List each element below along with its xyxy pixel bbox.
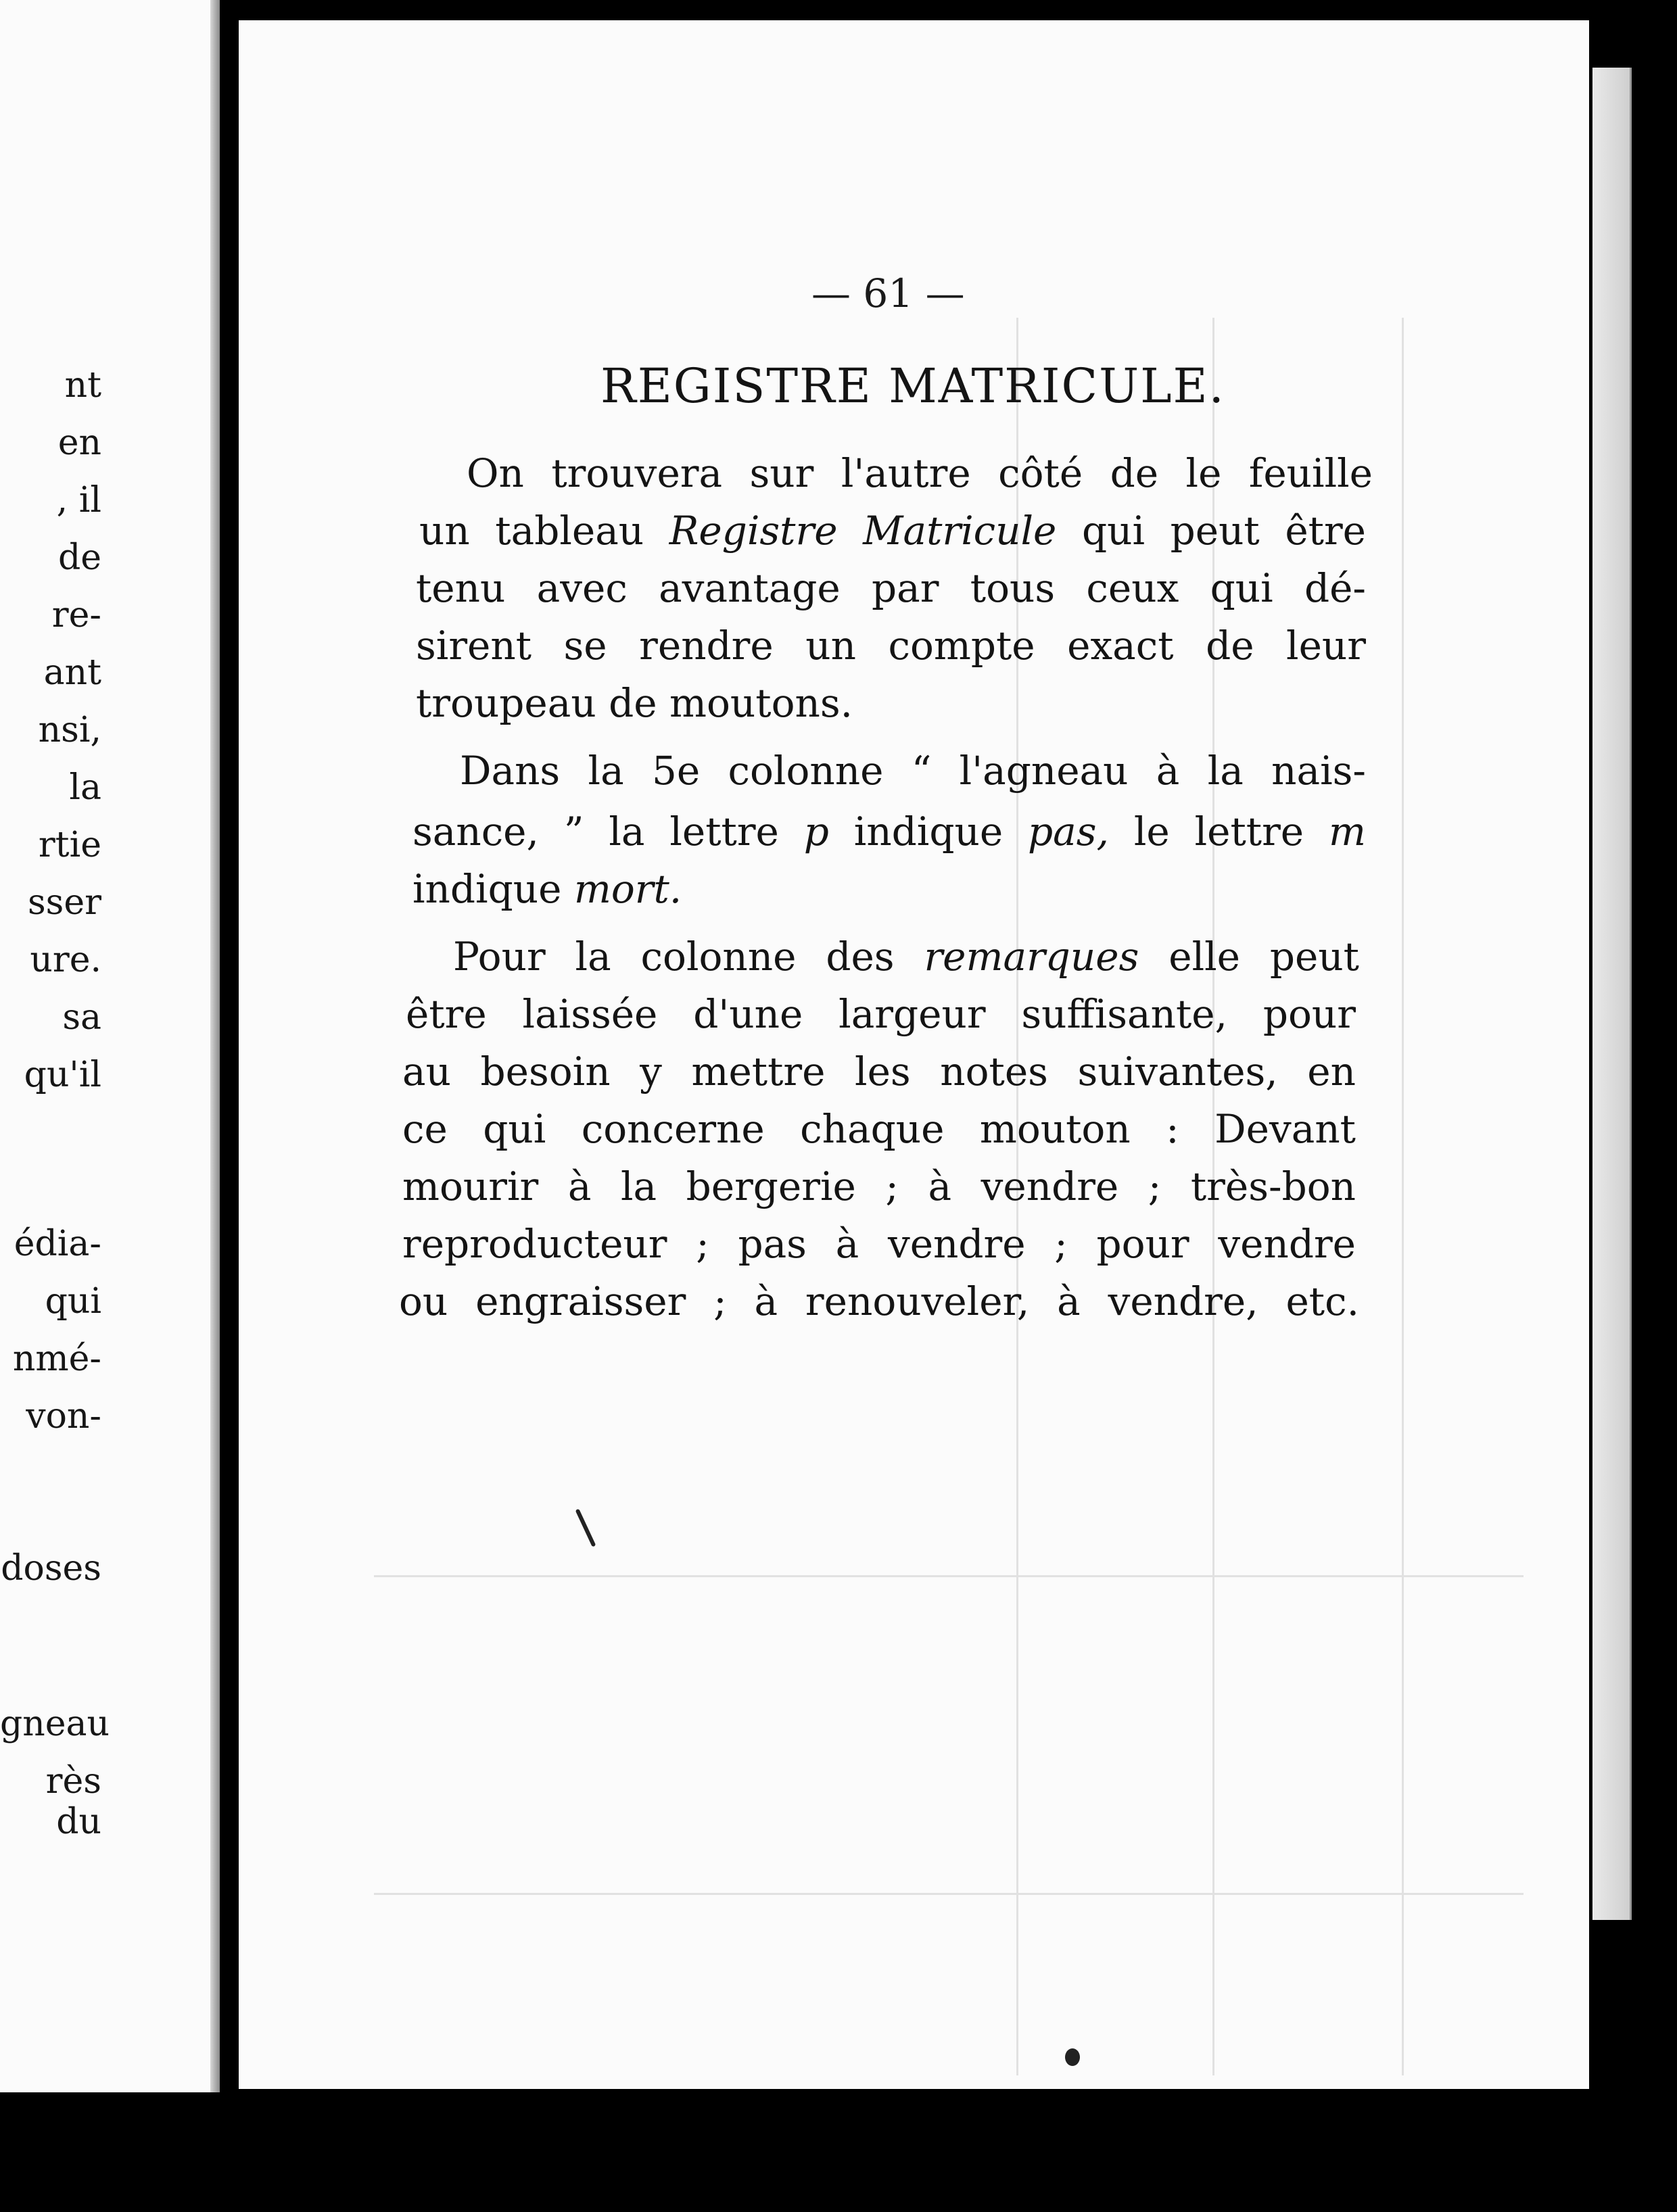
left-line: la [69,767,101,808]
page-number: — 61 — [811,270,965,316]
left-line: rtie [38,825,101,865]
left-line: ant [43,652,101,693]
left-line: re- [51,595,101,635]
left-line: nt [64,365,101,406]
paragraph-line: être laissée d'une largeur suffisante, pour [406,991,1356,1037]
left-line: qu'il [24,1055,101,1095]
paragraph-line: un tableau Registre Matricule qui peut être [419,508,1367,554]
left-line: sser [27,882,101,923]
ink-speck [575,1509,596,1547]
show-through-rule [1402,318,1404,2075]
section-title: REGISTRE MATRICULE. [600,358,1225,414]
paragraph-line: sirent se rendre un compte exact de leur [416,623,1366,669]
left-line: doses [1,1548,101,1589]
left-line: sa [62,997,101,1038]
paragraph-line: ce qui concerne chaque mouton : Devant [402,1106,1356,1152]
paragraph-line: tenu avec avantage par tous ceux qui dé- [416,565,1366,611]
left-line: édia- [14,1224,101,1264]
left-line: qui [45,1281,101,1322]
left-line: rès du [45,1761,101,1842]
paragraph-line: sance, ” la lettre p indique pas, le lettre m [412,809,1366,855]
paragraph-line: au besoin y mettre les notes suivantes, en [402,1049,1356,1095]
book-gutter [220,0,239,2123]
left-page-edge [210,0,220,2092]
paragraph-line: On trouvera sur l'autre côté de le feuille [467,450,1373,496]
show-through-rule [374,1893,1524,1895]
left-line: gneau [0,1704,110,1744]
left-line: en [57,423,101,463]
left-line: de [57,537,101,578]
paragraph-line: ou engraisser ; à renouveler, à vendre, etc. [399,1278,1359,1324]
left-line: ure. [30,940,101,980]
paragraph-line: Dans la 5e colonne “ l'agneau à la nais- [460,748,1366,794]
page-stack-edge [1592,68,1632,1920]
left-line: nsi, [38,710,101,750]
left-line: von- [26,1396,101,1437]
paragraph-line: troupeau de moutons. [416,680,853,726]
paragraph-line: reproducteur ; pas à vendre ; pour vendre [402,1221,1356,1267]
paragraph-line: indique mort. [412,866,682,912]
ink-speck [1065,2048,1080,2066]
left-page-fragment [0,0,220,2092]
left-line: , il [56,480,101,521]
paragraph-line: Pour la colonne des remarques elle peut [453,934,1359,980]
paragraph-line: mourir à la bergerie ; à vendre ; très-bon [402,1163,1356,1209]
left-line: nmé- [12,1339,101,1379]
show-through-rule [374,1575,1524,1577]
